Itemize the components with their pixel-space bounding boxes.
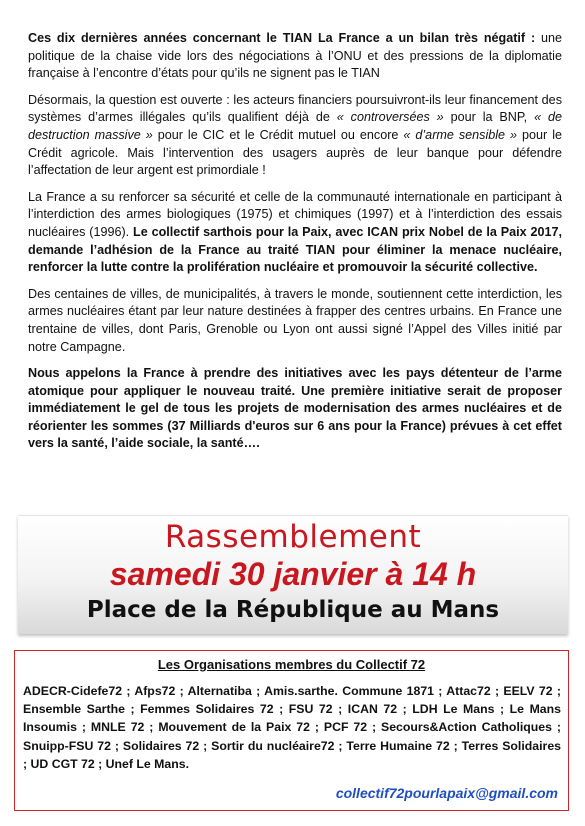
paragraph-securite: [28, 189, 562, 277]
members-title: Les Organisations membres du Collectif 72: [157, 657, 426, 672]
villes-text: Des centaines de villes, de municipalités, à travers le monde, soutiennent cette interdiction, les armes nucléaires étant par leur nature destinées à frapper des centres urbains. En France une trentaine de villes, dont Paris, Grenoble ou Lyon ont aussi signé l’Appel des Villes initié par notre Campagne.: [28, 286, 562, 354]
article-body: [28, 30, 562, 462]
members-list: ADECR-Cidefe72 ; Afps72 ; Alternatiba ; Amis.sarthe. Commune 1871 ; Attac72 ; EELV 72 ; Ensemble Sarthe ; Femmes Solidaires 72 ; FSU 72 ; ICAN 72 ; LDH Le Mans ; Le Mans Insoumis ; MNLE 72 ; Mouvement de la Paix 72 ; PCF 72 ; Secours&Action Catholiques ; Snuipp-FSU 72 ; Solidaires 72 ; Sortir du nucléaire72 ; Terre Humaine 72 ; Terres Solidaires ; UD CGT 72 ; Unef Le Mans.: [23, 684, 561, 771]
banques-quote-bnp: « controversées »: [336, 110, 444, 125]
banques-text-4: pour le Crédit agricole. Mais l’intervention des usagers auprès de leur banque pour défendre l’affectation de leur argent est primordiale !: [28, 127, 563, 178]
banner-date: samedi 30 janvier à 14 h: [109, 556, 477, 592]
paragraph-bilan: [28, 30, 562, 83]
banques-quote-ca: « d’arme sensible »: [403, 127, 518, 142]
members-box: [14, 650, 569, 811]
securite-demande: Le collectif sarthois pour la Paix, avec ICAN prix Nobel de la Paix 2017, demande l’adhésion de la France au traité TIAN pour éliminer la menace nucléaire, renforcer la lutte contre la prolifération nucléaire et promouvoir la sécurité collective.: [28, 224, 562, 275]
banner-location: Place de la République au Mans: [86, 597, 500, 623]
banner-title: Rassemblement: [164, 519, 422, 555]
contact-email[interactable]: collectif72pourlapaix@gmail.com: [335, 785, 558, 801]
banques-text-2: pour la BNP,: [443, 110, 535, 125]
banques-text-1: Désormais, la question est ouverte : les acteurs financiers poursuivront-ils leur financement des systèmes d’armes illégales qu’ils qualifient déjà de: [28, 92, 562, 125]
rally-banner: [18, 515, 568, 634]
banques-quote-cic: « de destruction massive »: [28, 110, 562, 142]
appel-text: Nous appelons la France à prendre des initiatives avec les pays détenteur de l’arme atomique pour appliquer le nouveau traité. Une première initiative serait de proposer immédiatement le gel de tous les projets de modernisation des armes nucléaires et de réorienter les sommes (37 Milliards d'euros sur 6 ans pour la France) prévues à cet effet vers la santé, l’aide sociale, la santé….: [28, 366, 562, 451]
paragraph-appel: [28, 365, 562, 453]
paragraph-bilan-lead: Ces dix dernières années concernant le TIAN La France a un bilan très négatif :: [28, 31, 536, 45]
paragraph-bilan-text: une politique de la chaise vide lors des négociations à l’ONU et des pressions de la diplomatie française à l’encontre d’états pour qu’ils ne signent pas le TIAN: [28, 31, 562, 81]
banques-text-3: pour le CIC et le Crédit mutuel ou encore: [152, 127, 404, 142]
paragraph-villes: [28, 286, 562, 356]
paragraph-banques: [28, 92, 562, 180]
securite-text: La France a su renforcer sa sécurité et celle de la communauté internationale en participant à l’interdiction des armes biologiques (1975) et chimiques (1997) et à l’interdiction des essais nucléaires (1996).: [28, 189, 562, 239]
